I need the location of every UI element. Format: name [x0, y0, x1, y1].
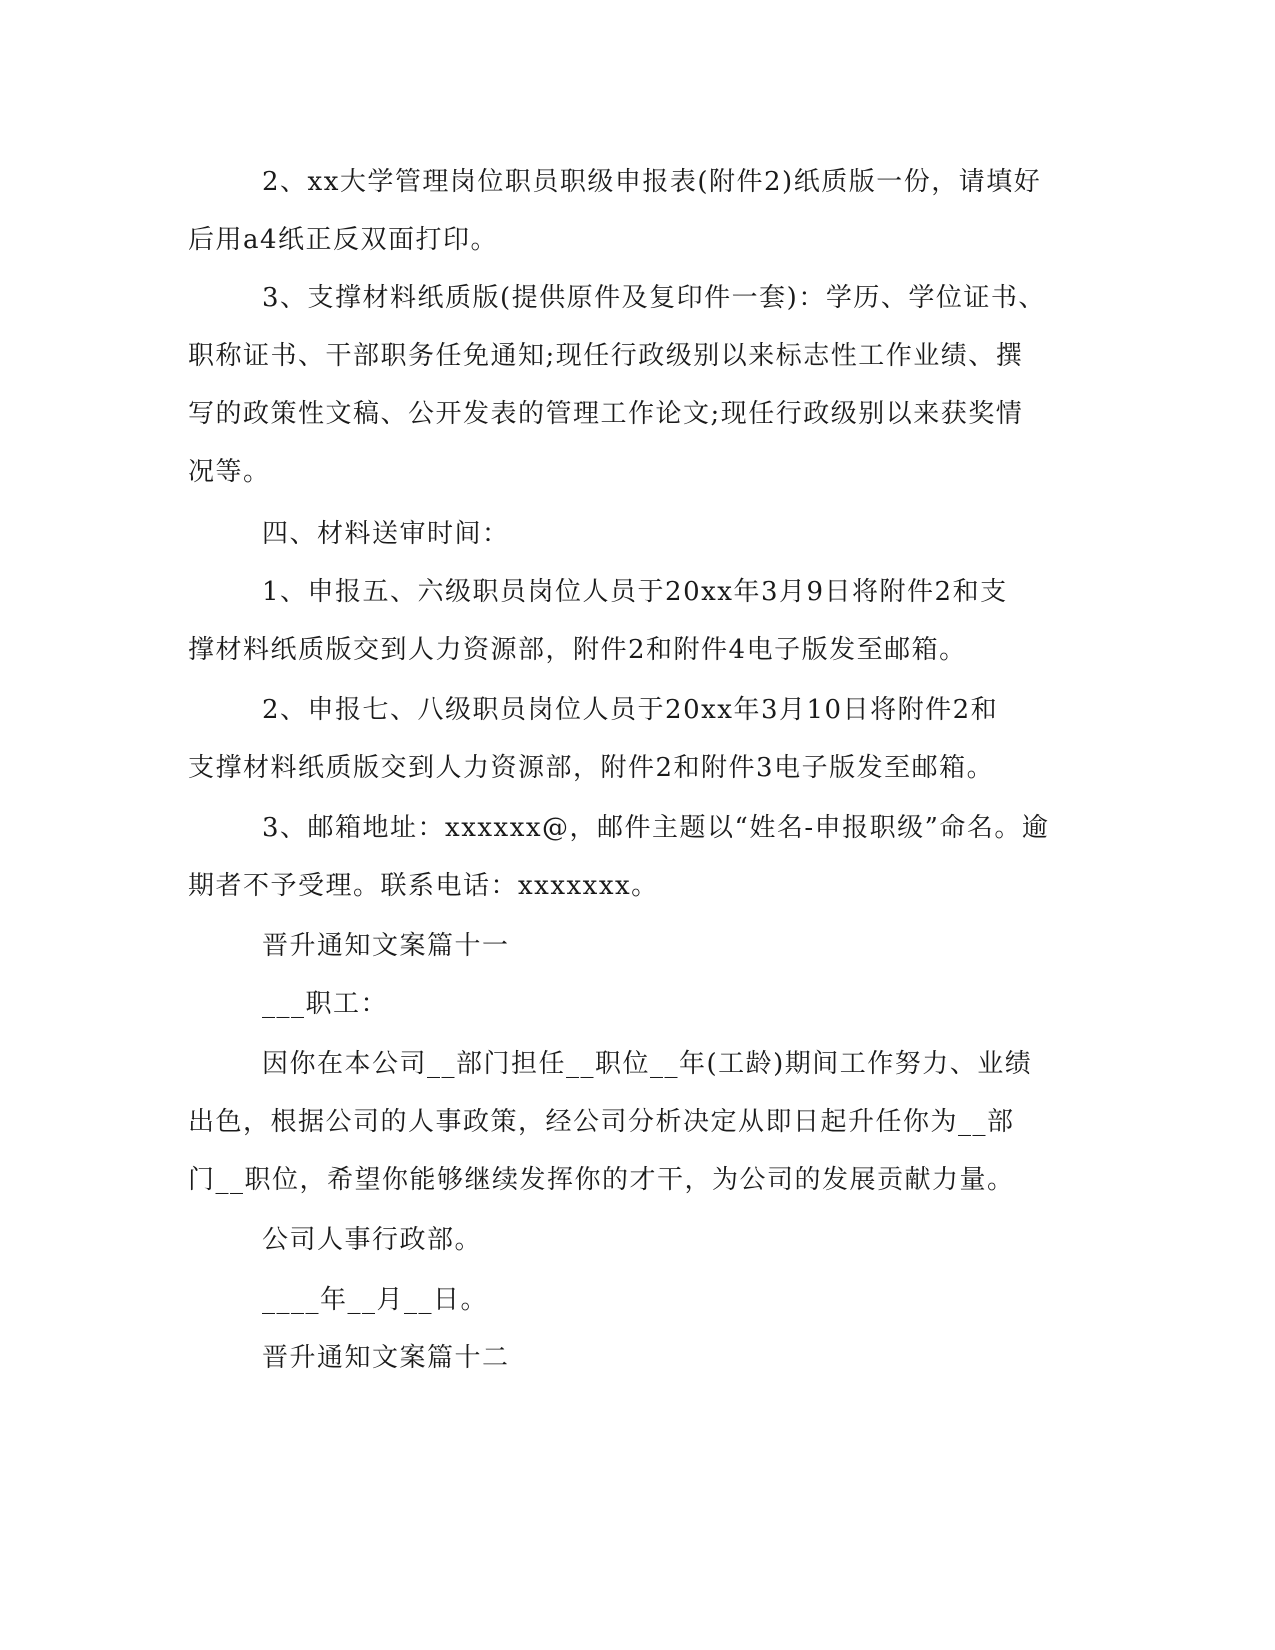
paragraph-submission-1-line-1: 1、申报五、六级职员岗位人员于20xx年3月9日将附件2和支 — [262, 577, 1008, 607]
paragraph-item-2-line-2: 后用a4纸正反双面打印。 — [188, 225, 499, 255]
paragraph-submission-2-line-2: 支撑材料纸质版交到人力资源部，附件2和附件3电子版发至邮箱。 — [188, 753, 995, 783]
signature-department: 公司人事行政部。 — [262, 1225, 483, 1255]
notice-body-line-3: 门__职位，希望你能够继续发挥你的才干，为公司的发展贡献力量。 — [188, 1165, 1015, 1195]
paragraph-submission-3-line-1: 3、邮箱地址：xxxxxx@，邮件主题以“姓名-申报职级”命名。逾 — [262, 813, 1050, 843]
paragraph-submission-3-line-2: 期者不予受理。联系电话：xxxxxxx。 — [188, 871, 659, 901]
paragraph-item-3-line-2: 职称证书、干部职务任免通知;现任行政级别以来标志性工作业绩、撰 — [188, 341, 1024, 371]
paragraph-submission-2-line-1: 2、申报七、八级职员岗位人员于20xx年3月10日将附件2和 — [262, 695, 999, 725]
section-title-eleven: 晋升通知文案篇十一 — [262, 931, 510, 961]
section-title-twelve: 晋升通知文案篇十二 — [262, 1343, 510, 1373]
signature-date: ____年__月__日。 — [262, 1285, 489, 1315]
notice-body-line-1: 因你在本公司__部门担任__职位__年(工龄)期间工作努力、业绩 — [262, 1049, 1033, 1079]
paragraph-item-3-line-4: 况等。 — [188, 457, 271, 487]
paragraph-item-3-line-1: 3、支撑材料纸质版(提供原件及复印件一套)：学历、学位证书、 — [262, 283, 1046, 313]
salutation: ___职工： — [262, 989, 389, 1019]
paragraph-item-2-line-1: 2、xx大学管理岗位职员职级申报表(附件2)纸质版一份，请填好 — [262, 167, 1042, 197]
notice-body-line-2: 出色，根据公司的人事政策，经公司分析决定从即日起升任你为__部 — [188, 1107, 1015, 1137]
paragraph-submission-1-line-2: 撑材料纸质版交到人力资源部，附件2和附件4电子版发至邮箱。 — [188, 635, 967, 665]
section-heading-submission-time: 四、材料送审时间： — [262, 519, 510, 549]
paragraph-item-3-line-3: 写的政策性文稿、公开发表的管理工作论文;现任行政级别以来获奖情 — [188, 399, 1024, 429]
